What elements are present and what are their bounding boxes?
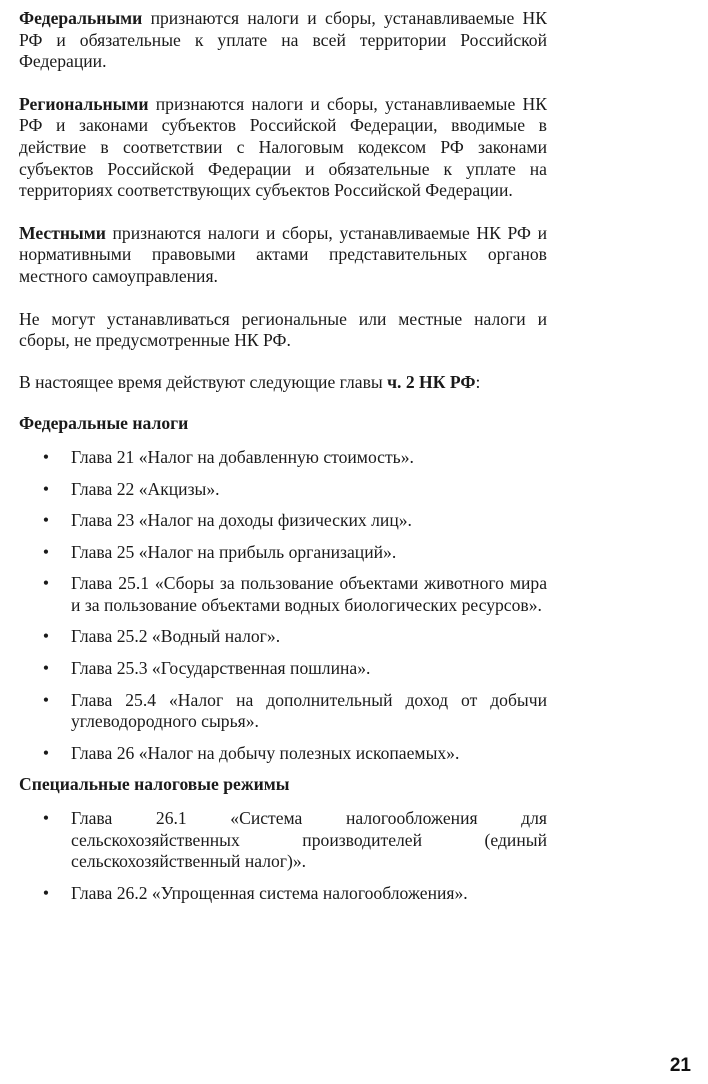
bullet-icon: • (42, 541, 50, 562)
list-item-text: Глава 25 «Налог на прибыль организаций». (71, 541, 397, 562)
list-item (19, 883, 547, 905)
paragraph-local (19, 223, 547, 288)
list-item (19, 808, 547, 873)
list-item (19, 690, 547, 733)
paragraph-current-text: В настоящее время действуют следующие главы (19, 371, 388, 392)
list-item (19, 658, 547, 680)
bullet-icon: • (42, 808, 50, 829)
bullet-icon: • (42, 658, 50, 679)
paragraph-current-bold: ч. 2 НК РФ (387, 371, 476, 392)
list-item-text: Глава 21 «Налог на добавленную стоимость». (71, 446, 414, 467)
paragraph-local-text: признаются налоги и сборы, устанавливаемые НК РФ и нормативными правовыми актами представительных органов местного самоуправления. (19, 222, 547, 286)
paragraph-federal-text: признаются налоги и сборы, устанавливаемые НК РФ и обязательные к уплате на всей территории Российской Федерации. (19, 8, 547, 72)
bullet-icon: • (42, 573, 50, 594)
federal-taxes-heading: Федеральные налоги (19, 413, 189, 434)
list-item-text: Глава 26.1 «Система налогообложения для сельскохозяйственных производителей (единый сельскохозяйственный налог)». (71, 808, 547, 872)
list-item-text: Глава 26 «Налог на добычу полезных ископаемых». (71, 742, 460, 763)
paragraph-regional-lead: Региональными (19, 93, 149, 114)
bullet-icon: • (42, 510, 50, 531)
paragraph-regional-text: признаются налоги и сборы, устанавливаемые НК РФ и законами субъектов Российской Федерации, вводимые в действие в соответствии с Налоговым кодексом РФ законами субъектов Российской Федерации и обязательные к уплате на территориях соответствующих субъектов Российской Федерации. (19, 93, 547, 201)
bullet-icon: • (42, 689, 50, 710)
bullet-icon: • (42, 626, 50, 647)
list-item-text: Глава 22 «Акцизы». (71, 478, 220, 499)
list-item (19, 542, 547, 564)
list-item (19, 573, 547, 616)
list-item-text: Глава 25.1 «Сборы за пользование объектами животного мира и за пользование объектами водных биологических ресурсов». (71, 573, 547, 615)
special-regimes-list (19, 808, 547, 904)
list-item (19, 743, 547, 765)
list-item (19, 626, 547, 648)
list-item-text: Глава 25.2 «Водный налог». (71, 626, 281, 647)
list-item-text: Глава 23 «Налог на доходы физических лиц». (71, 510, 412, 531)
paragraph-regional (19, 94, 547, 202)
bullet-icon: • (42, 478, 50, 499)
list-item (19, 479, 547, 501)
paragraph-local-lead: Местными (19, 222, 106, 243)
page-number: 21 (669, 1055, 691, 1076)
paragraph-current-end: : (475, 371, 481, 392)
list-item-text: Глава 25.3 «Государственная пошлина». (71, 658, 371, 679)
page-content (19, 8, 547, 904)
federal-taxes-list (19, 447, 547, 765)
list-item-text: Глава 26.2 «Упрощенная система налогообложения». (71, 882, 468, 903)
bullet-icon: • (42, 446, 50, 467)
list-item-text: Глава 25.4 «Налог на дополнительный доход от добычи углеводородного сырья». (71, 689, 547, 732)
bullet-icon: • (42, 742, 50, 763)
paragraph-restriction: Не могут устанавливаться региональные или местные налоги и сборы, не предусмотренные НК РФ. (19, 308, 547, 351)
special-regimes-heading: Специальные налоговые режимы (19, 774, 290, 795)
paragraph-federal-lead: Федеральными (19, 8, 143, 28)
list-item (19, 510, 547, 532)
paragraph-federal (19, 8, 547, 73)
list-item (19, 447, 547, 469)
bullet-icon: • (42, 882, 50, 903)
paragraph-current-chapters (19, 372, 547, 394)
